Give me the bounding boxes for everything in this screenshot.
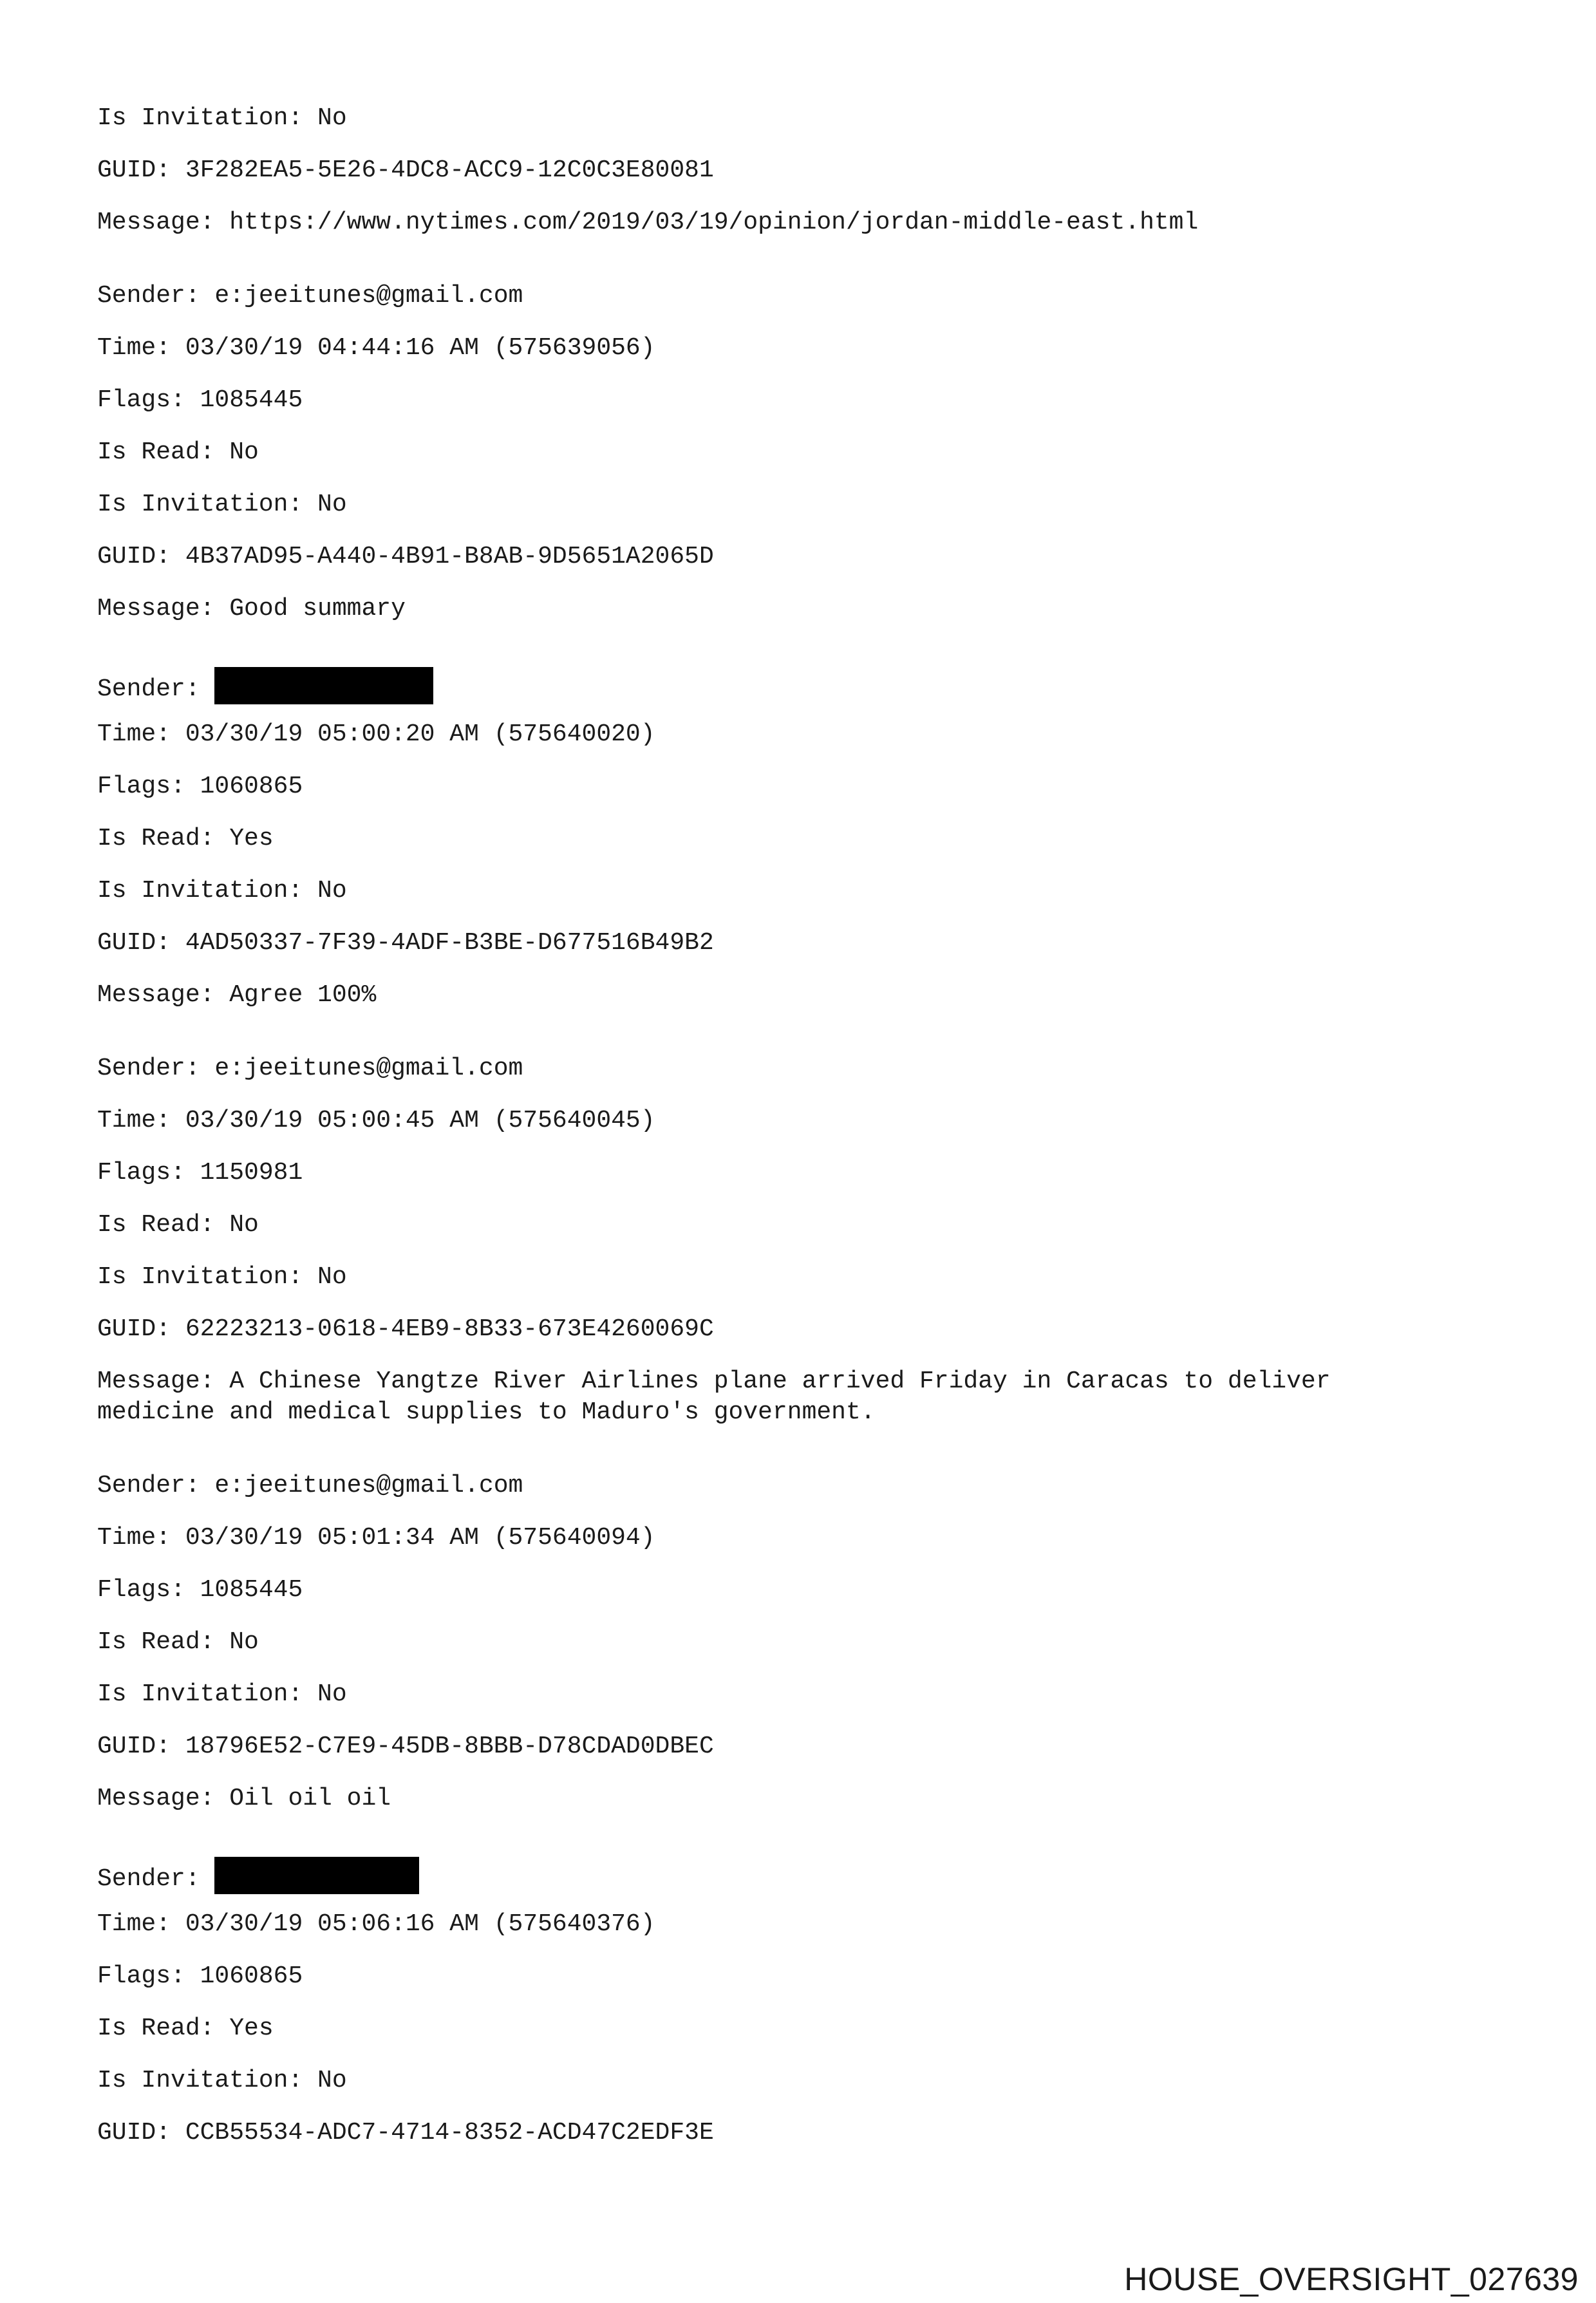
time-line: Time: 03/30/19 05:00:45 AM (575640045) xyxy=(97,1107,655,1134)
sender-label: Sender: xyxy=(97,675,200,703)
sender-line: Sender: e:jeeitunes@gmail.com xyxy=(97,282,523,310)
guid-line: GUID: 18796E52-C7E9-45DB-8BBB-D78CDAD0DBEC xyxy=(97,1733,714,1760)
is-read-line: Is Read: Yes xyxy=(97,2015,274,2042)
message-line: Message: Good summary xyxy=(97,595,406,623)
sender-line xyxy=(97,1857,1514,1893)
redaction-box xyxy=(214,667,433,704)
sender-line xyxy=(97,667,1514,703)
is-invitation-line: Is Invitation: No xyxy=(97,104,347,132)
time-line: Time: 03/30/19 05:06:16 AM (575640376) xyxy=(97,1910,655,1938)
time-line: Time: 03/30/19 04:44:16 AM (575639056) xyxy=(97,334,655,362)
is-invitation-line: Is Invitation: No xyxy=(97,877,347,905)
flags-line: Flags: 1085445 xyxy=(97,1576,303,1604)
flags-line: Flags: 1060865 xyxy=(97,1962,303,1990)
message-line: Message: Agree 100% xyxy=(97,981,377,1009)
guid-line: GUID: 4AD50337-7F39-4ADF-B3BE-D677516B49B2 xyxy=(97,929,714,957)
flags-line: Flags: 1085445 xyxy=(97,386,303,414)
message-line: Message: Oil oil oil xyxy=(97,1785,391,1812)
is-invitation-line: Is Invitation: No xyxy=(97,1680,347,1708)
time-line: Time: 03/30/19 05:01:34 AM (575640094) xyxy=(97,1524,655,1552)
is-read-line: Is Read: No xyxy=(97,438,259,466)
document-page xyxy=(97,103,1514,2170)
redaction-box xyxy=(214,1857,419,1894)
guid-line: GUID: 4B37AD95-A440-4B91-B8AB-9D5651A2065D xyxy=(97,543,714,570)
time-line: Time: 03/30/19 05:00:20 AM (575640020) xyxy=(97,720,655,748)
bates-number: HOUSE_OVERSIGHT_027639 xyxy=(1124,2261,1579,2297)
is-invitation-line: Is Invitation: No xyxy=(97,491,347,518)
guid-line: GUID: CCB55534-ADC7-4714-8352-ACD47C2EDF3E xyxy=(97,2119,714,2147)
message-line: Message: https://www.nytimes.com/2019/03/19/opinion/jordan-middle-east.html xyxy=(97,209,1199,236)
is-read-line: Is Read: No xyxy=(97,1211,259,1239)
is-invitation-line: Is Invitation: No xyxy=(97,1263,347,1291)
flags-line: Flags: 1060865 xyxy=(97,773,303,800)
is-read-line: Is Read: Yes xyxy=(97,825,274,852)
guid-line: GUID: 3F282EA5-5E26-4DC8-ACC9-12C0C3E80081 xyxy=(97,156,714,184)
is-read-line: Is Read: No xyxy=(97,1628,259,1656)
flags-line: Flags: 1150981 xyxy=(97,1159,303,1187)
guid-line: GUID: 62223213-0618-4EB9-8B33-673E4260069C xyxy=(97,1315,714,1343)
sender-label: Sender: xyxy=(97,1865,200,1893)
is-invitation-line: Is Invitation: No xyxy=(97,2067,347,2094)
sender-line: Sender: e:jeeitunes@gmail.com xyxy=(97,1472,523,1499)
sender-line: Sender: e:jeeitunes@gmail.com xyxy=(97,1055,523,1082)
message-line: Message: A Chinese Yangtze River Airlines plane arrived Friday in Caracas to deliver medicine and medical supplies to Maduro's government. xyxy=(97,1368,1331,1426)
